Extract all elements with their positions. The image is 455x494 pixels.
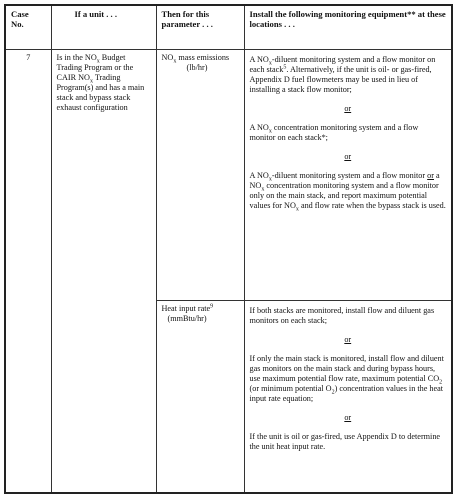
parameter-name: Heat input rate$^9$ — [161, 303, 214, 313]
equipment-heat-input-cell — [244, 301, 452, 494]
equipment-option-2: If only the main stack is monitored, install flow and diluent gas monitors on the main stack and during bypass hours, use maximum potential flow rate, maximum potential $CO_2$ (or minimum potential $O_2$) concentration values in the heat input rate equation; — [249, 354, 444, 403]
or-separator: or — [344, 152, 352, 161]
equipment-option-1: A $NO_x$-diluent monitoring system and a flow monitor on each stack$^5$. Alternatively, if the unit is oil- or gas-fired, Appendix D fuel flowmeters may be used in lieu of installing a stack flow monitor; — [249, 55, 436, 94]
monitoring-equipment-header: Install the following monitoring equipment** at these locations . . . — [244, 5, 452, 50]
parameter-name: $NO_x$ mass emissions — [161, 53, 230, 65]
parameter-units: (mmBtu/hr) — [167, 314, 207, 323]
table-row — [5, 50, 452, 301]
unit-condition-header: If a unit . . . — [51, 5, 156, 50]
case-number-header: Case No. — [5, 5, 51, 50]
parameter-header: Then for this parameter . . . — [156, 5, 244, 50]
equipment-option-2: A $NO_x$ concentration monitoring system and a flow monitor on each stack*; — [249, 123, 419, 142]
monitoring-requirements-table — [4, 4, 453, 494]
table-header-row — [5, 5, 452, 50]
parameter-heat-input-cell — [156, 301, 244, 494]
equipment-nox-mass-cell — [244, 50, 452, 301]
or-separator: or — [344, 413, 352, 422]
equipment-option-3: A $NO_x$-diluent monitoring system and a flow monitor or a $NO_x$ concentration monitoring system and a flow monitor only on the main stack, and report maximum potential values for $NO_x$ and flow rate when the bypass stack is used. — [249, 171, 446, 213]
case-number-cell: 7 — [5, 50, 51, 494]
or-separator: or — [344, 335, 352, 344]
parameter-nox-mass-cell — [156, 50, 244, 301]
equipment-option-3: If the unit is oil or gas-fired, use Appendix D to determine the unit heat input rate. — [249, 432, 441, 451]
equipment-option-1: If both stacks are monitored, install flow and diluent gas monitors on each stack; — [249, 306, 435, 325]
or-separator: or — [344, 104, 352, 113]
unit-description-cell: Is in the $NO_x$ Budget Trading Program or the CAIR $NO_x$ Trading Program(s) and has a main stack and bypass stack exhaust configuration — [51, 50, 156, 494]
parameter-units: (lb/hr) — [186, 63, 208, 72]
